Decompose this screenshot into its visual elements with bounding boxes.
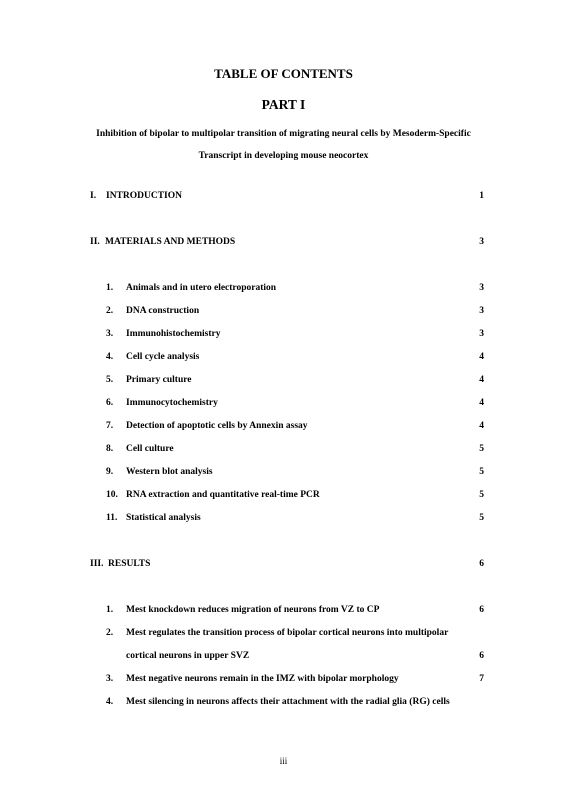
item-number: 8. bbox=[106, 444, 114, 454]
toc-item bbox=[0, 628, 567, 642]
section-number: I. bbox=[90, 191, 97, 201]
item-page: 5 bbox=[479, 490, 484, 500]
toc-title: TABLE OF CONTENTS bbox=[214, 66, 353, 81]
item-number: 3. bbox=[106, 674, 114, 684]
section-title: INTRODUCTION bbox=[106, 191, 183, 201]
item-number: 5. bbox=[106, 375, 114, 385]
item-number: 3. bbox=[106, 329, 114, 339]
toc-item bbox=[0, 421, 567, 435]
item-page: 4 bbox=[479, 398, 484, 408]
item-number: 2. bbox=[106, 628, 114, 638]
item-number: 1. bbox=[106, 283, 114, 293]
page-number: iii bbox=[279, 756, 288, 766]
item-number: 10. bbox=[106, 490, 118, 500]
item-title: Detection of apoptotic cells by Annexin assay bbox=[126, 421, 308, 431]
item-title-continuation: cortical neurons in upper SVZ bbox=[126, 651, 250, 661]
toc-section-materials-methods bbox=[0, 237, 567, 251]
item-page: 3 bbox=[479, 306, 484, 316]
item-page: 4 bbox=[479, 375, 484, 385]
part-title: PART I bbox=[261, 97, 306, 112]
item-number: 6. bbox=[106, 398, 114, 408]
section-title: MATERIALS AND METHODS bbox=[105, 237, 236, 247]
toc-item bbox=[0, 490, 567, 504]
item-number: 7. bbox=[106, 421, 114, 431]
toc-item bbox=[0, 467, 567, 481]
item-title: Mest silencing in neurons affects their attachment with the radial glia (RG) cells bbox=[126, 697, 450, 707]
item-number: 2. bbox=[106, 306, 114, 316]
item-page: 4 bbox=[479, 352, 484, 362]
item-title: Cell culture bbox=[126, 444, 174, 454]
toc-item bbox=[0, 306, 567, 320]
toc-item bbox=[0, 697, 567, 711]
toc-item bbox=[0, 674, 567, 688]
item-page: 5 bbox=[479, 467, 484, 477]
toc-section-results bbox=[0, 559, 567, 573]
section-page: 3 bbox=[479, 237, 484, 247]
section-title: RESULTS bbox=[108, 559, 151, 569]
item-page: 5 bbox=[479, 444, 484, 454]
item-number: 4. bbox=[106, 697, 114, 707]
item-number: 9. bbox=[106, 467, 114, 477]
item-title: Mest negative neurons remain in the IMZ with bipolar morphology bbox=[126, 674, 399, 684]
item-page: 6 bbox=[479, 651, 484, 661]
part-subtitle-line-2: Transcript in developing mouse neocortex bbox=[198, 151, 369, 161]
item-page: 5 bbox=[479, 513, 484, 523]
part-subtitle-line-1: Inhibition of bipolar to multipolar transition of migrating neural cells by Mesoderm-Specific bbox=[96, 129, 471, 139]
section-page: 6 bbox=[479, 559, 484, 569]
item-title: Immunocytochemistry bbox=[126, 398, 218, 408]
toc-item bbox=[0, 605, 567, 619]
toc-item-continuation bbox=[0, 651, 567, 665]
item-title: Immunohistochemistry bbox=[126, 329, 221, 339]
section-number: III. bbox=[90, 559, 104, 569]
toc-item bbox=[0, 329, 567, 343]
section-number: II. bbox=[90, 237, 100, 247]
item-title: Western blot analysis bbox=[126, 467, 213, 477]
toc-item bbox=[0, 513, 567, 527]
item-title: RNA extraction and quantitative real-time PCR bbox=[126, 490, 320, 500]
item-title: Animals and in utero electroporation bbox=[126, 283, 277, 293]
item-number: 11. bbox=[106, 513, 118, 523]
item-title: Mest knockdown reduces migration of neurons from VZ to CP bbox=[126, 605, 380, 615]
toc-item bbox=[0, 444, 567, 458]
item-number: 4. bbox=[106, 352, 114, 362]
toc-item bbox=[0, 375, 567, 389]
item-number: 1. bbox=[106, 605, 114, 615]
item-title: Primary culture bbox=[126, 375, 192, 385]
item-page: 7 bbox=[479, 674, 484, 684]
toc-item bbox=[0, 352, 567, 366]
item-title: Statistical analysis bbox=[126, 513, 201, 523]
toc-item bbox=[0, 398, 567, 412]
toc-item bbox=[0, 283, 567, 297]
section-page: 1 bbox=[479, 191, 484, 201]
item-title: Cell cycle analysis bbox=[126, 352, 200, 362]
item-page: 4 bbox=[479, 421, 484, 431]
item-page: 6 bbox=[479, 605, 484, 615]
item-title: DNA construction bbox=[126, 306, 200, 316]
item-page: 3 bbox=[479, 283, 484, 293]
toc-section-introduction bbox=[0, 191, 567, 205]
item-title: Mest regulates the transition process of bipolar cortical neurons into multipolar bbox=[126, 628, 449, 638]
item-page: 3 bbox=[479, 329, 484, 339]
